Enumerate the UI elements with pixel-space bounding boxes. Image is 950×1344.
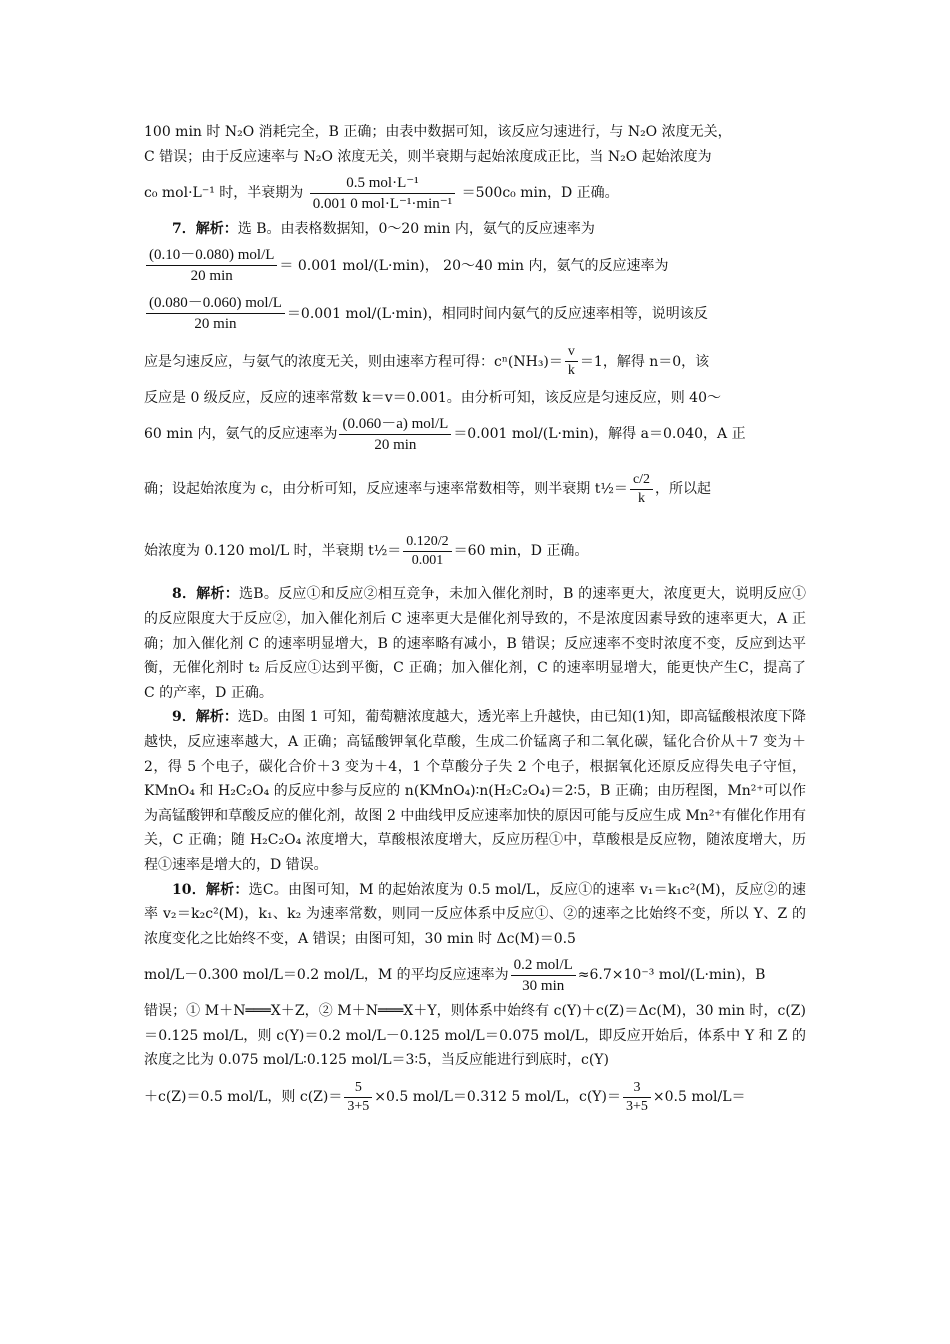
text-line: 错误；① M＋N═══X＋Z，② M＋N═══X＋Y，则体系中始终有 c(Y)＋c(Z)＝Δc(M)，30 min 时，c(Z)＝0.125 mol/L，则 c(Y)＝0.2 mol/L－0.125 mol/L＝0.075 mol/L，即反应开始后，体系中 Y 和 Z 的浓度之比为 0.075 mol/L∶0.125 mol/L＝3∶5，当反应能进行到底时，c(Y) (144, 1003, 806, 1069)
fraction-rate-1: $\frac{\text{(0.10－0.080) mol/L}}{20 \min}$ (146, 245, 277, 286)
text-line-with-fraction: 始浓度为 0.120 mol/L 时，半衰期 t½＝ $\frac{0.120/2}{0.001}$ ＝60 min，D 正确。 (144, 533, 589, 568)
paragraph-6-tail (144, 120, 806, 217)
text-line-with-fraction: mol/L－0.300 mol/L＝0.2 mol/L，M 的平均反应速率为 $\frac{\text{0.2 mol/L}}{30 \min}$ ≈6.7×10⁻³ mol/(L·min)，B (144, 956, 766, 994)
fraction-v-over-k: $\frac{v}{k}$ (565, 343, 578, 380)
section-label: 7．解析： (172, 221, 238, 238)
paragraph-8: 8．解析：选B。反应①和反应②相互竞争，未加入催化剂时，B 的速率更大，浓度更大，说明反应①的反应限度大于反应②，加入催化剂后 C 速率更大是催化剂导致的，不是浓度因素导致的速率更大，A 正确；加入催化剂 C 的速率明显增大，B 的速率略有减小，B 错误；反应速率不变时浓度不变，反应到达平衡，无催化剂时 t₂ 后反应①达到平衡，C 正确；加入催化剂，C 的速率明显增大，能更快产生C，提高了 C 的产率，D 正确。 (144, 586, 806, 701)
section-label: 10．解析： (172, 881, 249, 898)
fraction-rate-2: $\frac{\text{(0.080－0.060) mol/L}}{20 \min}$ (146, 293, 285, 334)
paragraph-10: 10．解析：选C。由图可知，M 的起始浓度为 0.5 mol/L，反应①的速率 v₁＝k₁c²(M)，反应②的速率 v₂＝k₂c²(M)，k₁、k₂ 为速率常数，则同一反应体系中反应①、②的速率之比始终不变，所以 Y、Z 的浓度变化之比始终不变，A 错误；由图可知，30 min 时 Δc(M)＝0.5 mol/L－0.300 mol/L＝0.2 mol/L，M 的平均反应速率为 $\frac{\text{0.2 mol/L}}{30 \min}$ ≈6.7×10⁻³ mol/(L·min)，B 错误；① M＋N═══X＋Z，② M＋N═══X＋Y，则体系中始终有 c(Y)＋c(Z)＝Δc(M)，30 min 时，c(Z)＝0.125 mol/L，则 c(Y)＝0.2 mol/L－0.125 mol/L＝0.075 mol/L，即反应开始后，体系中 Y 和 Z 的浓度之比为 0.075 mol/L∶0.125 mol/L＝3∶5，当反应能进行到底时，c(Y) ＋c(Z)＝0.5 mol/L，则 c(Z)＝ $\frac{5}{3+5}$ ×0.5 mol/L＝0.312 5 mol/L，c(Y)＝ $\frac{3}{3+5}$ ×0.5 mol/L＝ (144, 878, 806, 1122)
text-line-with-fraction: $\frac{\text{(0.080－0.060) mol/L}}{20 \min}$ ＝0.001 mol/(L·min)，相同时间内氨气的反应速率相等，说明该反 (144, 290, 806, 338)
fraction-y-share: $\frac{3}{3+5}$ (623, 1079, 651, 1116)
text-line-with-fraction: 确；设起始浓度为 c，由分析可知，反应速率与速率常数相等，则半衰期 t½＝ $\frac{c/2}{k}$ ，所以起 (144, 471, 712, 506)
text-line-with-fraction: ＋c(Z)＝0.5 mol/L，则 c(Z)＝ $\frac{5}{3+5}$ ×0.5 mol/L＝0.312 5 mol/L，c(Y)＝ $\frac{3}{3+5}$ ×0.5 mol/L＝ (144, 1079, 746, 1114)
paragraph-7: 7．解析：选 B。由表格数据知，0～20 min 内，氨气的反应速率为 $\frac{\text{(0.10－0.080) mol/L}}{20 \min}$ ＝ 0.001 mol/(L·min)， 20～40 min 内，氨气的反应速率为 $\frac{\text{(0.080－0.060) mol/L}}{20 \min}$ ＝0.001 mol/(L·min)，相同时间内氨气的反应速率相等，说明该反 应是匀速反应，与氨气的浓度无关，则由速率方程可得：cⁿ(NH₃)＝ $\frac{v}{k}$ ＝1，解得 n＝0，该 反应是 0 级反应，反应的速率常数 k＝v＝0.001。由分析可知，该反应是匀速反应，则 40～ 60 min 内，氨气的反应速率为 $\frac{\text{(0.060－a) mol/L}}{20 \min}$ ＝0.001 mol/(L·min)，解得 a＝0.040，A 正 确；设起始浓度为 c，由分析可知，反应速率与速率常数相等，则半衰期 t½＝ $\frac{c/2}{k}$ ，所以起 始浓度为 0.120 mol/L 时，半衰期 t½＝ $\frac{0.120/2}{0.001}$ ＝60 min，D 正确。 (144, 217, 806, 582)
fraction-z-share: $\frac{5}{3+5}$ (344, 1079, 372, 1116)
text-line-with-fraction: $\frac{\text{(0.10－0.080) mol/L}}{20 \min}$ ＝ 0.001 mol/(L·min)， 20～40 min 内，氨气的反应速率为 (144, 242, 806, 290)
text-line: 反应是 0 级反应，反应的速率常数 k＝v＝0.001。由分析可知，该反应是匀速反应，则 40～ (144, 389, 721, 406)
text-line: C 错误；由于反应速率与 N₂O 浓度无关，则半衰期与起始浓度成正比，当 N₂O 起始浓度为 (144, 148, 712, 165)
text-line-with-fraction: 应是匀速反应，与氨气的浓度无关，则由速率方程可得：cⁿ(NH₃)＝ $\frac{v}{k}$ ＝1，解得 n＝0，该 (144, 344, 710, 379)
section-label: 8．解析： (172, 586, 240, 603)
text-line-with-fraction: c₀ mol·L⁻¹ 时，半衰期为 $\frac{\text{0.5 mol·L⁻¹}}{\text{0.001 0 mol·L⁻¹·min⁻¹}}$ ＝500c₀ min，D 正确。 (144, 174, 619, 212)
document-body (144, 120, 806, 1121)
fraction-half-life-value: $\frac{0.120/2}{0.001}$ (403, 533, 451, 570)
fraction-half-life: $\frac{\text{0.5 mol·L⁻¹}}{\text{0.001 0 mol·L⁻¹·min⁻¹}}$ (310, 173, 455, 214)
text-line-with-fraction: 60 min 内，氨气的反应速率为 $\frac{\text{(0.060－a) mol/L}}{20 \min}$ ＝0.001 mol/(L·min)，解得 a＝0.040，A 正 (144, 415, 746, 453)
paragraph-9: 9．解析：选D。由图 1 可知，葡萄糖浓度越大，透光率上升越快，由已知(1)知，即高锰酸根浓度下降越快，反应速率越大，A 正确；高锰酸钾氧化草酸，生成二价锰离子和二氧化碳，锰化合价从＋7 变为＋2，得 5 个电子，碳化合价＋3 变为＋4，1 个草酸分子失 2 个电子，根据氧化还原反应得失电子守恒，KMnO₄ 和 H₂C₂O₄ 的反应中参与反应的 n(KMnO₄)∶n(H₂C₂O₄)＝2∶5，B 正确；由历程图，Mn²⁺可以作为高锰酸钾和草酸反应的催化剂，故图 2 中曲线甲反应速率加快的原因可能与反应生成 Mn²⁺有催化作用有关，C 正确；随 H₂C₂O₄ 浓度增大，草酸根浓度增大，反应历程①中，草酸根是反应物，随浓度增大，历程①速率是增大的，D 错误。 (144, 709, 806, 873)
fraction-rate-3: $\frac{\text{(0.060－a) mol/L}}{20 \min}$ (339, 414, 451, 455)
fraction-avg-rate: $\frac{\text{0.2 mol/L}}{30 \min}$ (511, 955, 576, 996)
section-label: 9．解析： (172, 709, 238, 726)
text-line: 100 min 时 N₂O 消耗完全，B 正确；由表中数据可知，该反应匀速进行，与 N₂O 浓度无关， (144, 124, 732, 140)
fraction-half-life-formula: $\frac{c/2}{k}$ (630, 471, 653, 508)
